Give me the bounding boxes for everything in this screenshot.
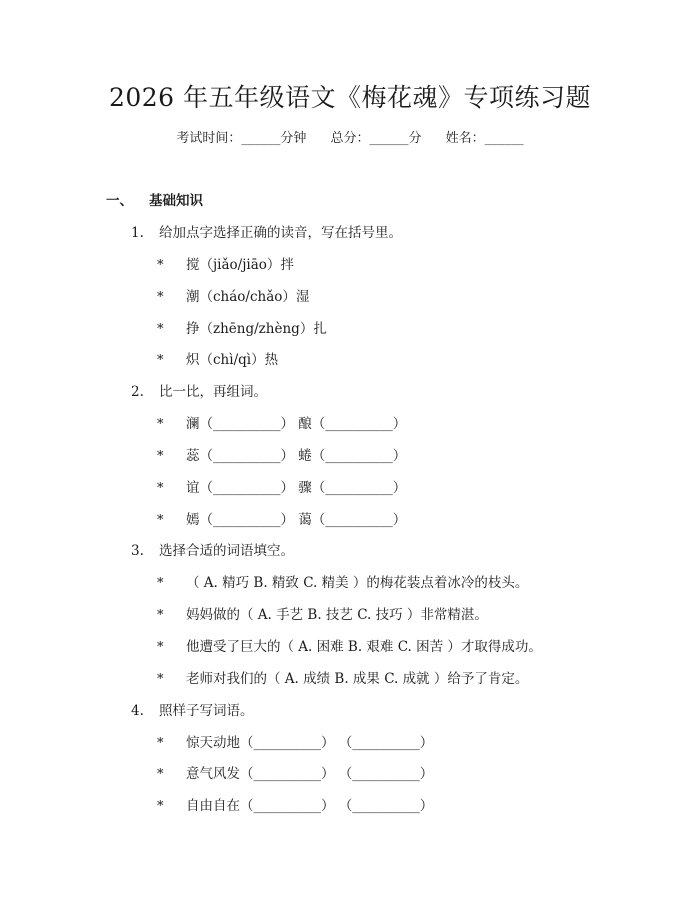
- question-2: [131, 382, 267, 402]
- list-item: [157, 573, 528, 594]
- question-number: 2.: [131, 384, 144, 400]
- bullet: *: [157, 449, 164, 464]
- question-prompt: 给加点字选择正确的读音，写在括号里。: [159, 225, 402, 241]
- item-text: 他遭受了巨大的（ A. 困难 B. 艰难 C. 困苦 ）才取得成功。: [186, 639, 542, 655]
- list-item: [157, 255, 294, 276]
- bullet: *: [157, 258, 164, 273]
- question-prompt: 选择合适的词语填空。: [159, 543, 294, 559]
- bullet: *: [157, 353, 164, 368]
- page-title: 2026 年五年级语文《梅花魂》专项练习题: [108, 83, 592, 112]
- item-text: 惊天动地（__________） （__________）: [186, 735, 434, 751]
- item-text: （ A. 精巧 B. 精致 C. 精美 ）的梅花装点着冰冷的枝头。: [186, 575, 529, 591]
- item-text: 炽（chì/qì）热: [186, 352, 279, 368]
- question-number: 4.: [131, 703, 144, 719]
- student-name: 姓名：______: [445, 131, 524, 146]
- item-text: 谊（__________） 骤（__________）: [186, 480, 407, 496]
- bullet: *: [157, 322, 164, 337]
- question-number: 3.: [131, 543, 144, 559]
- question-3: [131, 541, 294, 561]
- item-text: 嫣（__________） 蔼（__________）: [186, 512, 407, 528]
- list-item: [157, 446, 406, 467]
- question-prompt: 比一比，再组词。: [159, 384, 267, 400]
- section-heading: [106, 191, 203, 211]
- list-item: [157, 287, 309, 308]
- list-item: [157, 350, 278, 371]
- list-item: [157, 733, 433, 754]
- bullet: *: [157, 290, 164, 305]
- bullet: *: [157, 672, 164, 687]
- list-item: [157, 510, 406, 531]
- item-text: 挣（zhēng/zhèng）扎: [186, 321, 327, 337]
- list-item: [157, 319, 327, 340]
- bullet: *: [157, 640, 164, 655]
- list-item: [157, 796, 433, 817]
- question-4: [131, 701, 254, 721]
- item-text: 搅（jiǎo/jiāo）拌: [186, 257, 294, 273]
- bullet: *: [157, 481, 164, 496]
- list-item: [157, 637, 542, 658]
- list-item: [157, 669, 528, 690]
- item-text: 蕊（__________） 蜷（__________）: [186, 448, 407, 464]
- bullet: *: [157, 513, 164, 528]
- bullet: *: [157, 576, 164, 591]
- bullet: *: [157, 799, 164, 814]
- section-number: 一、: [106, 193, 133, 209]
- list-item: [157, 605, 488, 626]
- item-text: 自由自在（__________） （__________）: [186, 798, 434, 814]
- list-item: [157, 764, 433, 785]
- exam-meta: [0, 129, 700, 149]
- bullet: *: [157, 767, 164, 782]
- question-number: 1.: [131, 225, 144, 241]
- section-title: 基础知识: [149, 193, 203, 209]
- list-item: [157, 478, 406, 499]
- question-1: [131, 223, 402, 243]
- bullet: *: [157, 417, 164, 432]
- bullet: *: [157, 608, 164, 623]
- item-text: 意气风发（__________） （__________）: [186, 766, 434, 782]
- item-text: 潮（cháo/chǎo）湿: [186, 289, 310, 305]
- item-text: 妈妈做的（ A. 手艺 B. 技艺 C. 技巧 ）非常精湛。: [186, 607, 488, 623]
- list-item: [157, 414, 406, 435]
- exam-time: 考试时间：______分钟: [176, 131, 307, 146]
- exam-score: 总分：______分: [330, 131, 422, 146]
- item-text: 老师对我们的（ A. 成绩 B. 成果 C. 成就 ）给予了肯定。: [186, 671, 529, 687]
- item-text: 澜（__________） 酿（__________）: [186, 416, 407, 432]
- bullet: *: [157, 736, 164, 751]
- question-prompt: 照样子写词语。: [159, 703, 254, 719]
